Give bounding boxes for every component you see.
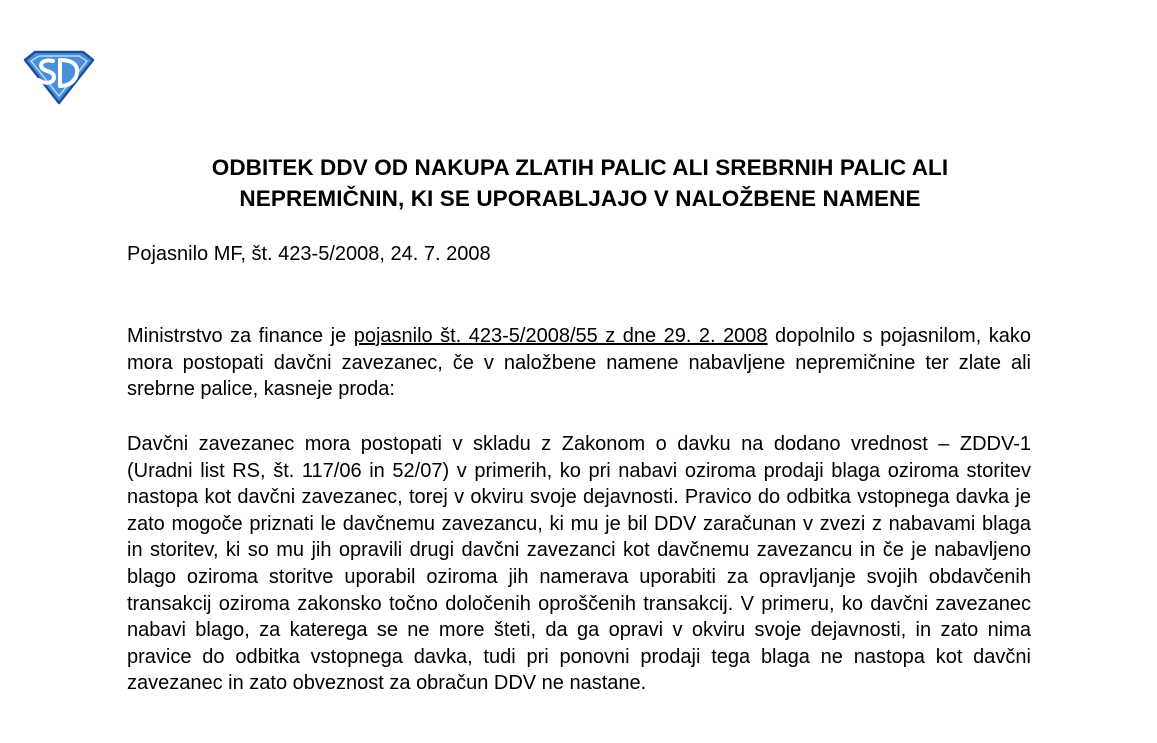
body-paragraph: Davčni zavezanec mora postopati v skladu z Zakonom o davku na dodano vrednost – ZDDV-1 (Uradni list RS, št. 117/06 in 52/07) v primerih, ko pri nabavi oziroma prodaji blaga oziroma storitev nastopa kot davčni zavezanec, torej v okviru svoje dejavnosti. Pravico do odbitka vstopnega davka je zato mogoče priznati le davčnemu zavezancu, ki mu je bil DDV zaračunan v zvezi z nabavami blaga in storitev, ki so mu jih opravili drugi davčni zavezanci kot davčnemu zavezancu in če je nabavljeno blago oziroma storitve uporabil oziroma jih namerava uporabiti za opravljanje svojih obdavčenih transakcij oziroma zakonsko točno določenih oproščenih transakcij. V primeru, ko davčni zavezanec nabavi blago, za katerega se ne more šteti, da ga opravi v okviru svoje dejavnosti, in zato nima pravice do odbitka vstopnega davka, tudi pri ponovni prodaji tega blaga ne nastopa kot davčni zavezanec in zato obveznost za obračun DDV ne nastane. [127, 433, 1031, 695]
intro-paragraph-lead: Ministrstvo za finance je [127, 325, 354, 347]
document-title [110, 152, 1050, 214]
document-reference: Pojasnilo MF, št. 423-5/2008, 24. 7. 2008 [127, 243, 491, 265]
intro-paragraph-rest: dopolnilo s pojasnilom, kako mora postopati davčni zavezanec, če v naložbene namene nabavljene nepremičnine ter zlate ali srebrne palice, kasneje proda: [127, 325, 1031, 401]
company-logo [22, 48, 96, 106]
document-title-line-2: NEPREMIČNIN, KI SE UPORABLJAJO V NALOŽBENE NAMENE [239, 186, 921, 211]
intro-paragraph [127, 323, 1031, 403]
document-title-line-1: ODBITEK DDV OD NAKUPA ZLATIH PALIC ALI SREBRNIH PALIC ALI [211, 155, 949, 180]
referenced-clarification-link[interactable]: pojasnilo št. 423-5/2008/55 z dne 29. 2. 2008 [353, 325, 768, 347]
logo-shield-icon [25, 52, 93, 103]
